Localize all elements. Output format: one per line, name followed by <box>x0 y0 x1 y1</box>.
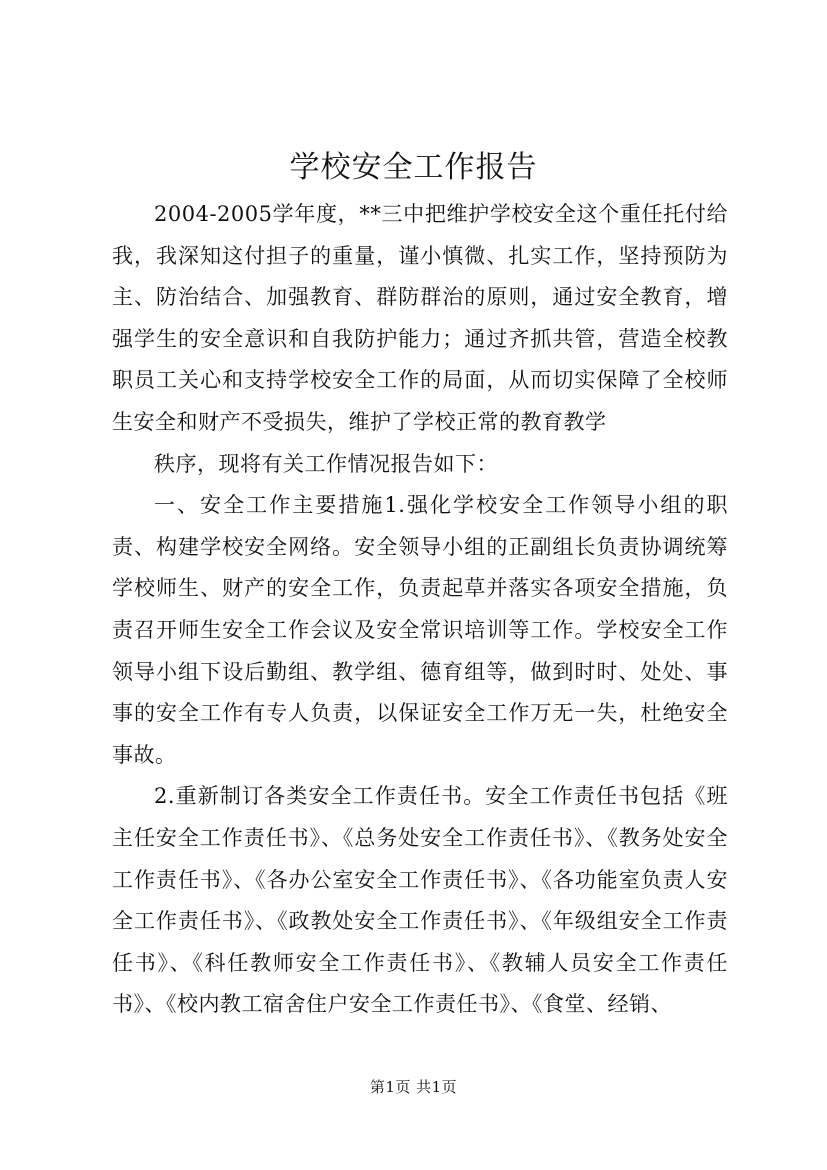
paragraph-measures: 一、安全工作主要措施1.强化学校安全工作领导小组的职责、构建学校安全网络。安全领导小组的正副组长负责协调统筹学校师生、财产的安全工作，负责起草并落实各项安全措施，负责召开师生安全工作会议及安全常识培训等工作。学校安全工作领导小组下设后勤组、教学组、德育组等，做到时时、处处、事事的安全工作有专人负责，以保证安全工作万无一失，杜绝安全事故。 <box>112 493 728 767</box>
document-body <box>112 194 728 1026</box>
paragraph-responsibility: 2.重新制订各类安全工作责任书。安全工作责任书包括《班主任安全工作责任书》、《总务处安全工作责任书》、《教务处安全工作责任书》、《各办公室安全工作责任书》、《各功能室负责人安全工作责任书》、《政教处安全工作责任书》、《年级组安全工作责任书》、《科任教师安全工作责任书》、《教辅人员安全工作责任书》、《校内教工宿舍住户安全工作责任书》、《食堂、经销、 <box>112 784 728 1017</box>
paragraph-continuation: 秩序，现将有关工作情况报告如下： <box>154 451 498 476</box>
document-title: 学校安全工作报告 <box>289 150 538 185</box>
page-footer: 第1页 共1页 <box>369 1078 458 1096</box>
paragraph-intro: 2004-2005学年度，**三中把维护学校安全这个重任托付给我，我深知这付担子的重量，谨小慎微、扎实工作，坚持预防为主、防治结合、加强教育、群防群治的原则，通过安全教育，增强学生的安全意识和自我防护能力；通过齐抓共管，营造全校教职员工关心和支持学校安全工作的局面，从而切实保障了全校师生安全和财产不受损失，维护了学校正常的教育教学 <box>112 202 728 434</box>
